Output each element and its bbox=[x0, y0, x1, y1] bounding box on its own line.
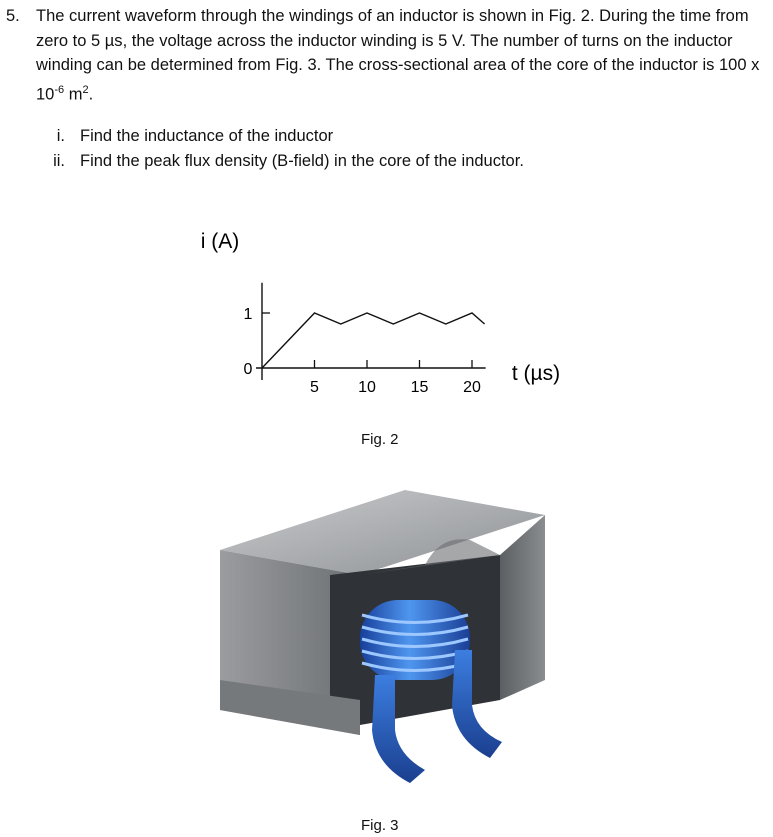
fig2-caption: Fig. 2 bbox=[361, 431, 399, 448]
question-text-part1: The current waveform through the windings of an inductor is shown in Fig. 2. During the time from zero to 5 bbox=[36, 7, 749, 50]
question-number: 5. bbox=[6, 7, 20, 25]
current-waveform-chart bbox=[180, 220, 600, 410]
y-tick-label: 1 bbox=[243, 306, 253, 323]
mu-unit: µs bbox=[104, 31, 123, 50]
subquestion-text: Find the peak flux density (B-field) in the core of the inductor. bbox=[80, 152, 524, 170]
chart-axes bbox=[256, 283, 486, 380]
current-series-line bbox=[262, 313, 485, 368]
question-text bbox=[36, 4, 764, 107]
y-axis-label: i (A) bbox=[200, 230, 240, 253]
question-text-part2: , the voltage across the inductor winding is 5 V. The number of turns on the inductor winding can be determined from Fig. 3. The cross-sectional area of the core of the inductor is 100 x 10 bbox=[36, 31, 760, 103]
copper-winding bbox=[360, 600, 470, 680]
core-right-face bbox=[500, 515, 545, 700]
fig3-caption: Fig. 3 bbox=[361, 817, 399, 834]
x-tick-label: 5 bbox=[310, 379, 319, 396]
question-text-part3: m bbox=[64, 85, 83, 103]
x-axis-label: t (µs) bbox=[511, 362, 561, 385]
exponent: -6 bbox=[54, 83, 65, 96]
x-tick-label: 10 bbox=[358, 379, 376, 396]
subquestion-label: ii. bbox=[53, 152, 65, 170]
y-tick-label: 0 bbox=[243, 361, 253, 378]
area-exponent: 2 bbox=[82, 83, 89, 96]
x-tick-label: 15 bbox=[410, 379, 429, 396]
subquestion-label: i. bbox=[56, 127, 65, 145]
inductor-illustration bbox=[210, 480, 560, 800]
subquestion-text: Find the inductance of the inductor bbox=[80, 127, 334, 145]
x-tick-label: 20 bbox=[463, 379, 481, 396]
question-text-end: . bbox=[88, 85, 94, 103]
